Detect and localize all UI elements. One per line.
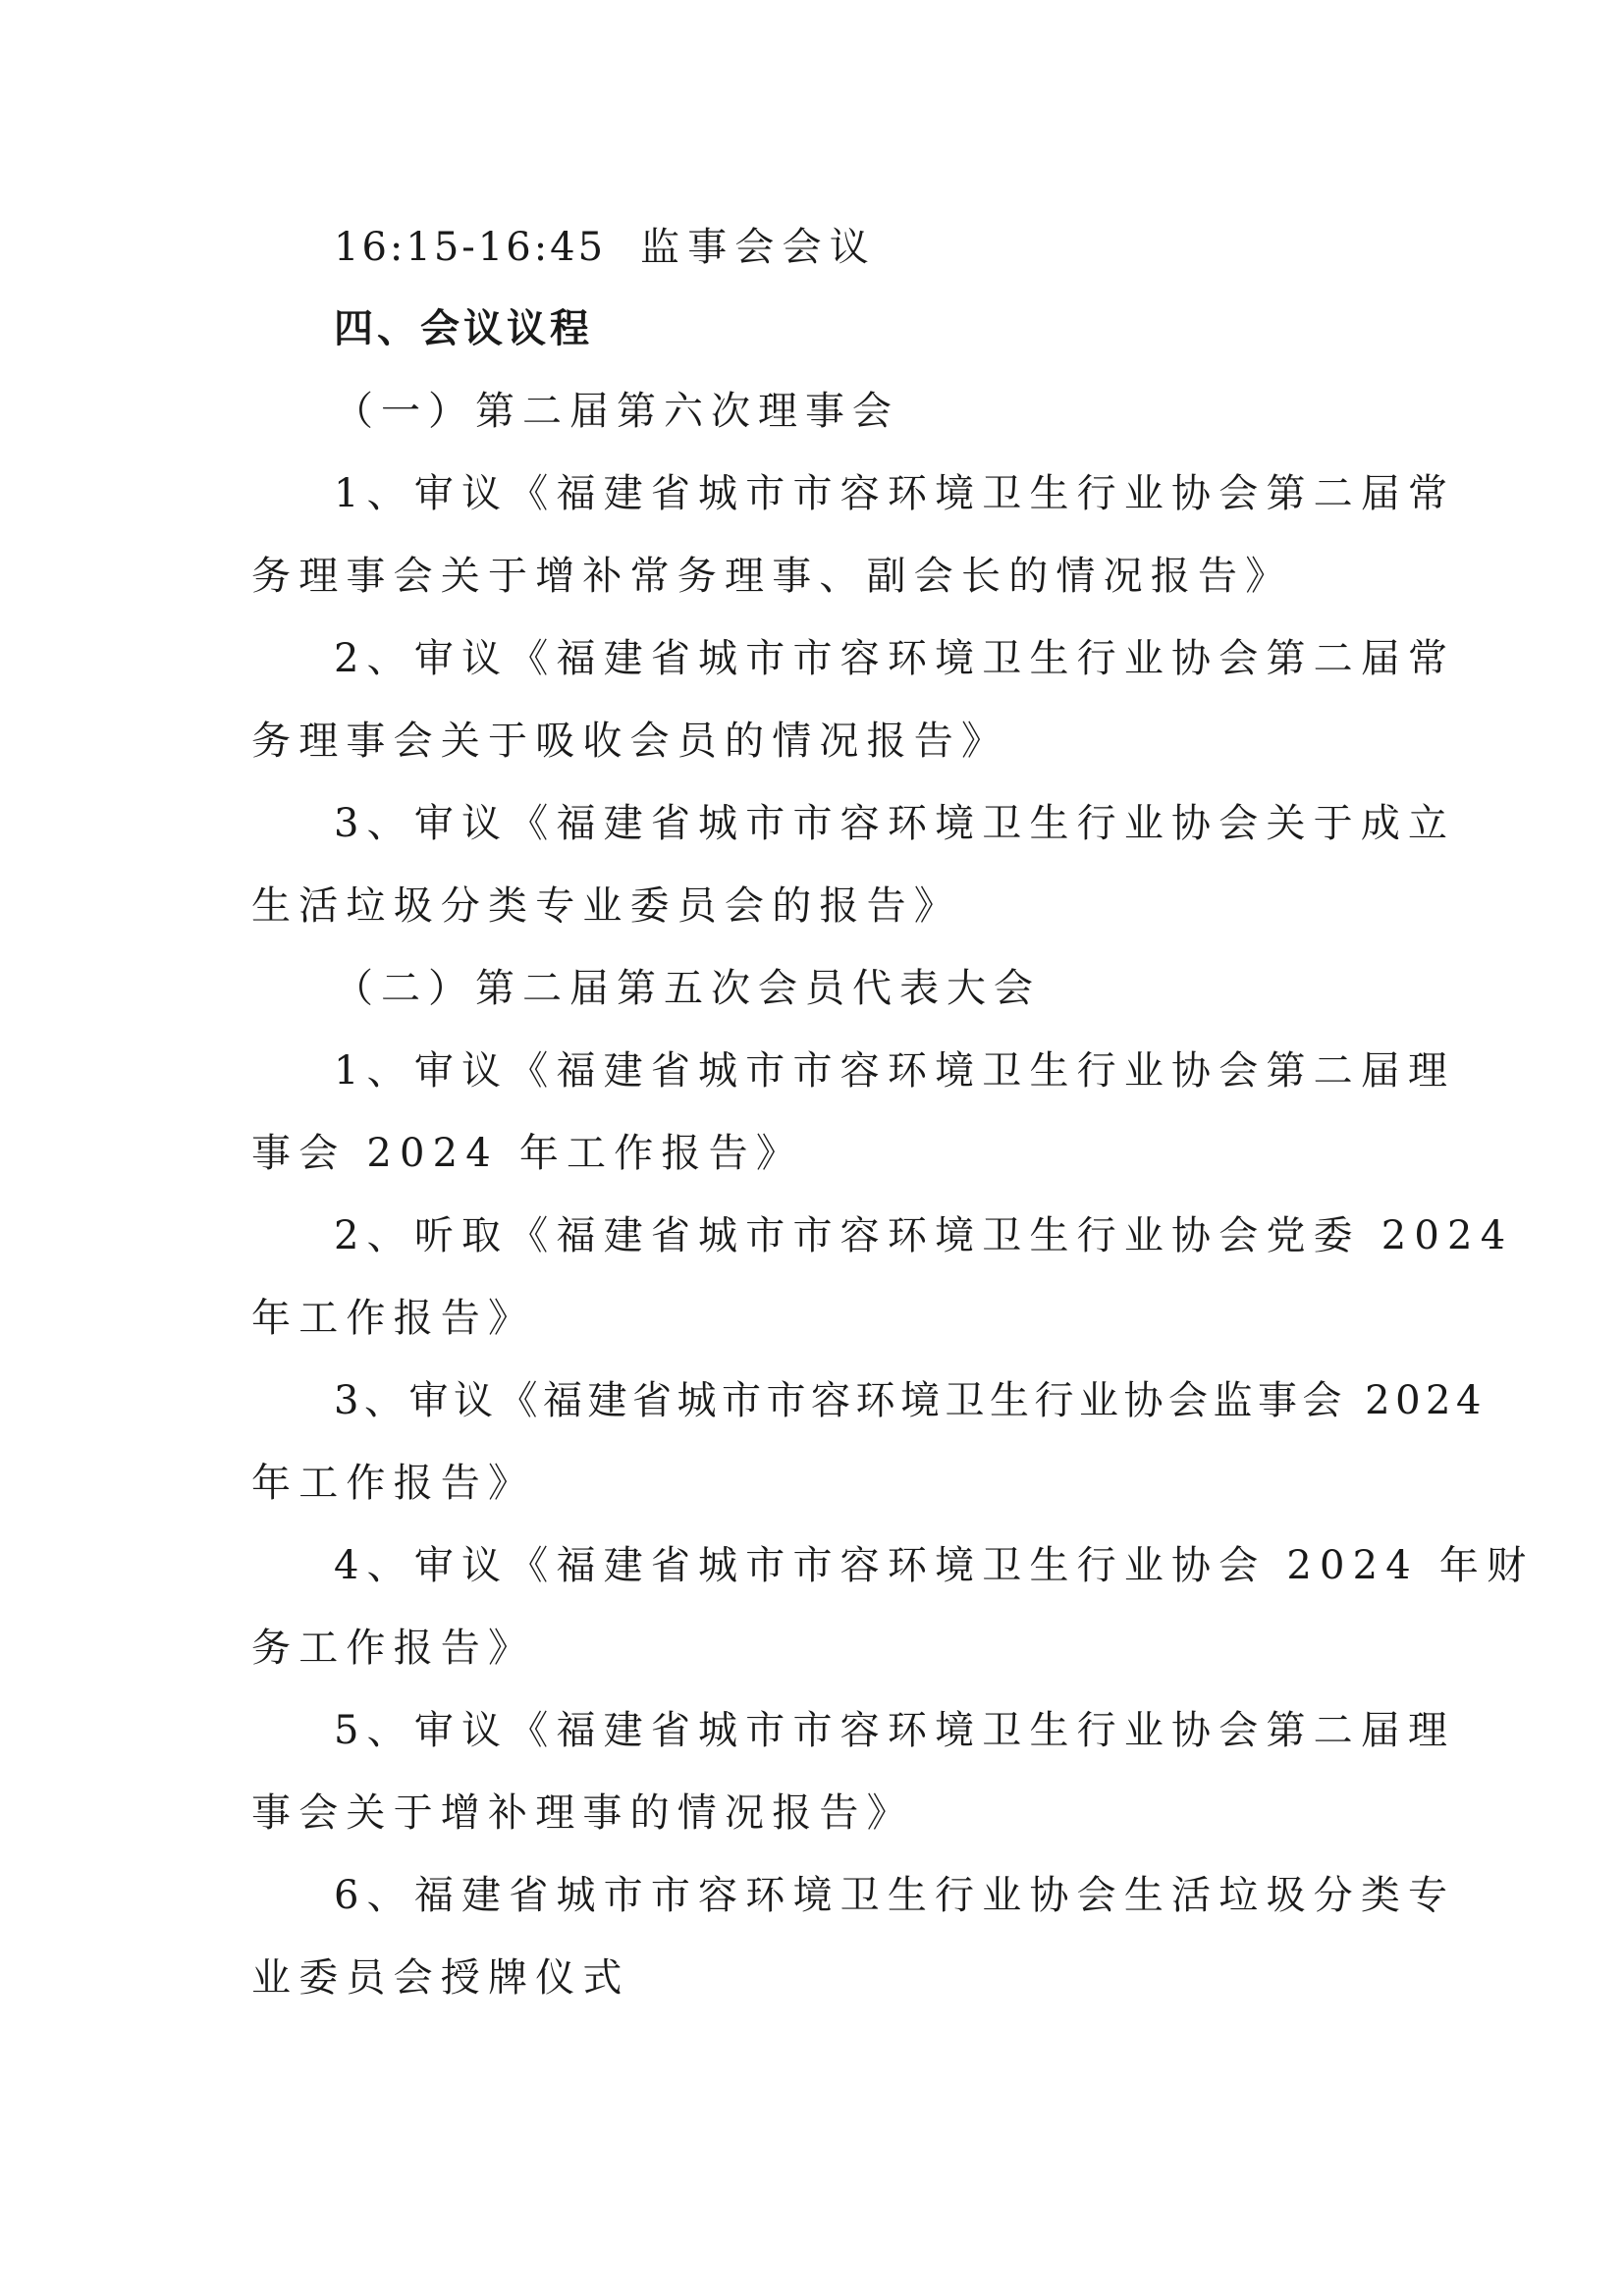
meeting1-item-1-line2: 务理事会关于增补常务理事、副会长的情况报告》 xyxy=(251,554,1293,599)
meeting1-item-1-line1: 1、审议《福建省城市市容环境卫生行业协会第二届常 xyxy=(334,471,1456,516)
meeting1-item-2-line1: 2、审议《福建省城市市容环境卫生行业协会第二届常 xyxy=(334,636,1456,681)
meeting1-item-3-line2: 生活垃圾分类专业委员会的报告》 xyxy=(251,883,961,929)
meeting2-item-4-line2: 务工作报告》 xyxy=(251,1626,536,1671)
meeting2-item-1-line1: 1、审议《福建省城市市容环境卫生行业协会第二届理 xyxy=(334,1048,1456,1094)
meeting2-item-6-line1: 6、福建省城市市容环境卫生行业协会生活垃圾分类专 xyxy=(334,1873,1456,1918)
section-title: 四、会议议程 xyxy=(334,306,593,351)
meeting2-item-3-line2: 年工作报告》 xyxy=(251,1461,536,1506)
meeting1-item-3-line1: 3、审议《福建省城市市容环境卫生行业协会关于成立 xyxy=(334,801,1456,846)
schedule-row xyxy=(334,220,877,275)
meeting2-item-2-line2: 年工作报告》 xyxy=(251,1296,536,1341)
meeting2-item-4-line1: 4、审议《福建省城市市容环境卫生行业协会 2024 年财 xyxy=(334,1543,1535,1588)
schedule-event: 监事会会议 xyxy=(640,225,877,270)
meeting2-item-5-line1: 5、审议《福建省城市市容环境卫生行业协会第二届理 xyxy=(334,1708,1456,1753)
meeting2-item-5-line2: 事会关于增补理事的情况报告》 xyxy=(251,1790,914,1836)
meeting2-item-1-line2: 事会 2024 年工作报告》 xyxy=(251,1131,804,1176)
meeting1-item-2-line2: 务理事会关于吸收会员的情况报告》 xyxy=(251,719,1009,764)
meeting2-title: （二）第二届第五次会员代表大会 xyxy=(334,966,1041,1011)
meeting2-item-3-line1: 3、审议《福建省城市市容环境卫生行业协会监事会 2024 xyxy=(334,1378,1487,1423)
meeting2-item-6-line2: 业委员会授牌仪式 xyxy=(251,1955,630,2001)
schedule-time: 16:15-16:45 xyxy=(334,225,607,270)
meeting1-title: （一）第二届第六次理事会 xyxy=(334,389,899,434)
meeting2-item-2-line1: 2、听取《福建省城市市容环境卫生行业协会党委 2024 xyxy=(334,1213,1514,1258)
